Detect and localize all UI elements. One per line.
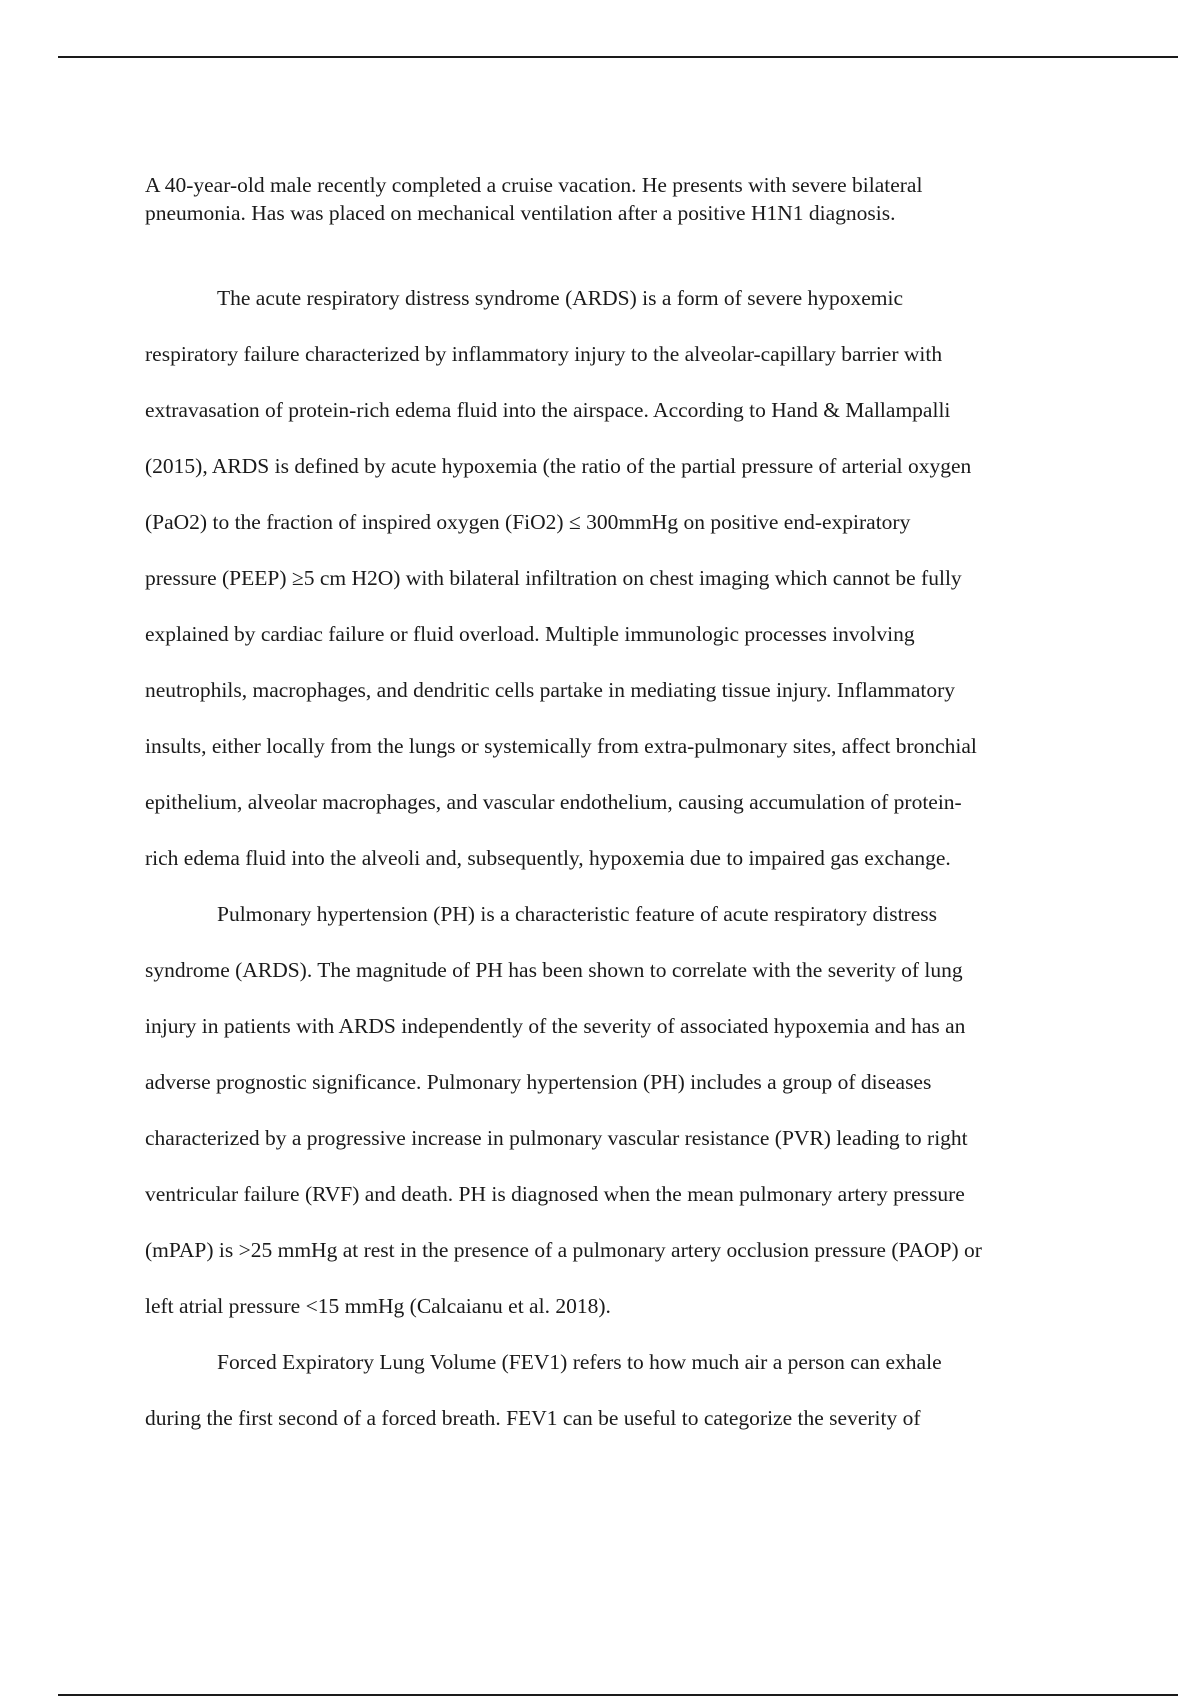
header-rule	[58, 56, 1178, 58]
paragraph-line: epithelium, alveolar macrophages, and vascular endothelium, causing accumulation of protein-	[145, 790, 962, 814]
paragraph-line: (PaO2) to the fraction of inspired oxygen (FiO2) ≤ 300mmHg on positive end-expiratory	[145, 510, 911, 534]
paragraph-first-line: Pulmonary hypertension (PH) is a characteristic feature of acute respiratory distress	[217, 902, 937, 926]
case-prompt	[145, 171, 1080, 227]
paragraph-line: during the first second of a forced breath. FEV1 can be useful to categorize the severity of	[145, 1406, 921, 1430]
paragraph-line: neutrophils, macrophages, and dendritic cells partake in mediating tissue injury. Inflammatory	[145, 678, 955, 702]
footer-rule	[58, 1694, 1178, 1696]
paragraph-line: extravasation of protein-rich edema fluid into the airspace. According to Hand & Mallampalli	[145, 398, 951, 422]
paragraph-first-line: The acute respiratory distress syndrome (ARDS) is a form of severe hypoxemic	[217, 286, 904, 310]
paragraph-line: respiratory failure characterized by inflammatory injury to the alveolar-capillary barrier with	[145, 342, 943, 366]
essay-body	[145, 282, 1090, 1458]
paragraph-line: ventricular failure (RVF) and death. PH is diagnosed when the mean pulmonary artery pressure	[145, 1182, 965, 1206]
paragraph-line: (2015), ARDS is defined by acute hypoxemia (the ratio of the partial pressure of arterial oxygen	[145, 454, 972, 478]
paragraph-line: adverse prognostic significance. Pulmonary hypertension (PH) includes a group of diseases	[145, 1070, 932, 1094]
paragraph-line: syndrome (ARDS). The magnitude of PH has been shown to correlate with the severity of lung	[145, 958, 963, 982]
paragraph-line: rich edema fluid into the alveoli and, subsequently, hypoxemia due to impaired gas exchange.	[145, 846, 951, 870]
case-prompt-line: pneumonia. Has was placed on mechanical ventilation after a positive H1N1 diagnosis.	[145, 201, 896, 225]
paragraph-line: insults, either locally from the lungs or systemically from extra-pulmonary sites, affect bronchial	[145, 734, 977, 758]
case-prompt-line: A 40-year-old male recently completed a cruise vacation. He presents with severe bilateral	[145, 173, 923, 197]
paragraph-first-line: Forced Expiratory Lung Volume (FEV1) refers to how much air a person can exhale	[217, 1350, 942, 1374]
paragraph-line: (mPAP) is >25 mmHg at rest in the presence of a pulmonary artery occlusion pressure (PAOP) or	[145, 1238, 982, 1262]
paragraph-line: characterized by a progressive increase in pulmonary vascular resistance (PVR) leading to right	[145, 1126, 968, 1150]
paragraph-line: explained by cardiac failure or fluid overload. Multiple immunologic processes involving	[145, 622, 915, 646]
paragraph-line: pressure (PEEP) ≥5 cm H2O) with bilateral infiltration on chest imaging which cannot be fully	[145, 566, 962, 590]
paragraph-line: left atrial pressure <15 mmHg (Calcaianu et al. 2018).	[145, 1294, 611, 1318]
paragraph-line: injury in patients with ARDS independently of the severity of associated hypoxemia and has an	[145, 1014, 966, 1038]
